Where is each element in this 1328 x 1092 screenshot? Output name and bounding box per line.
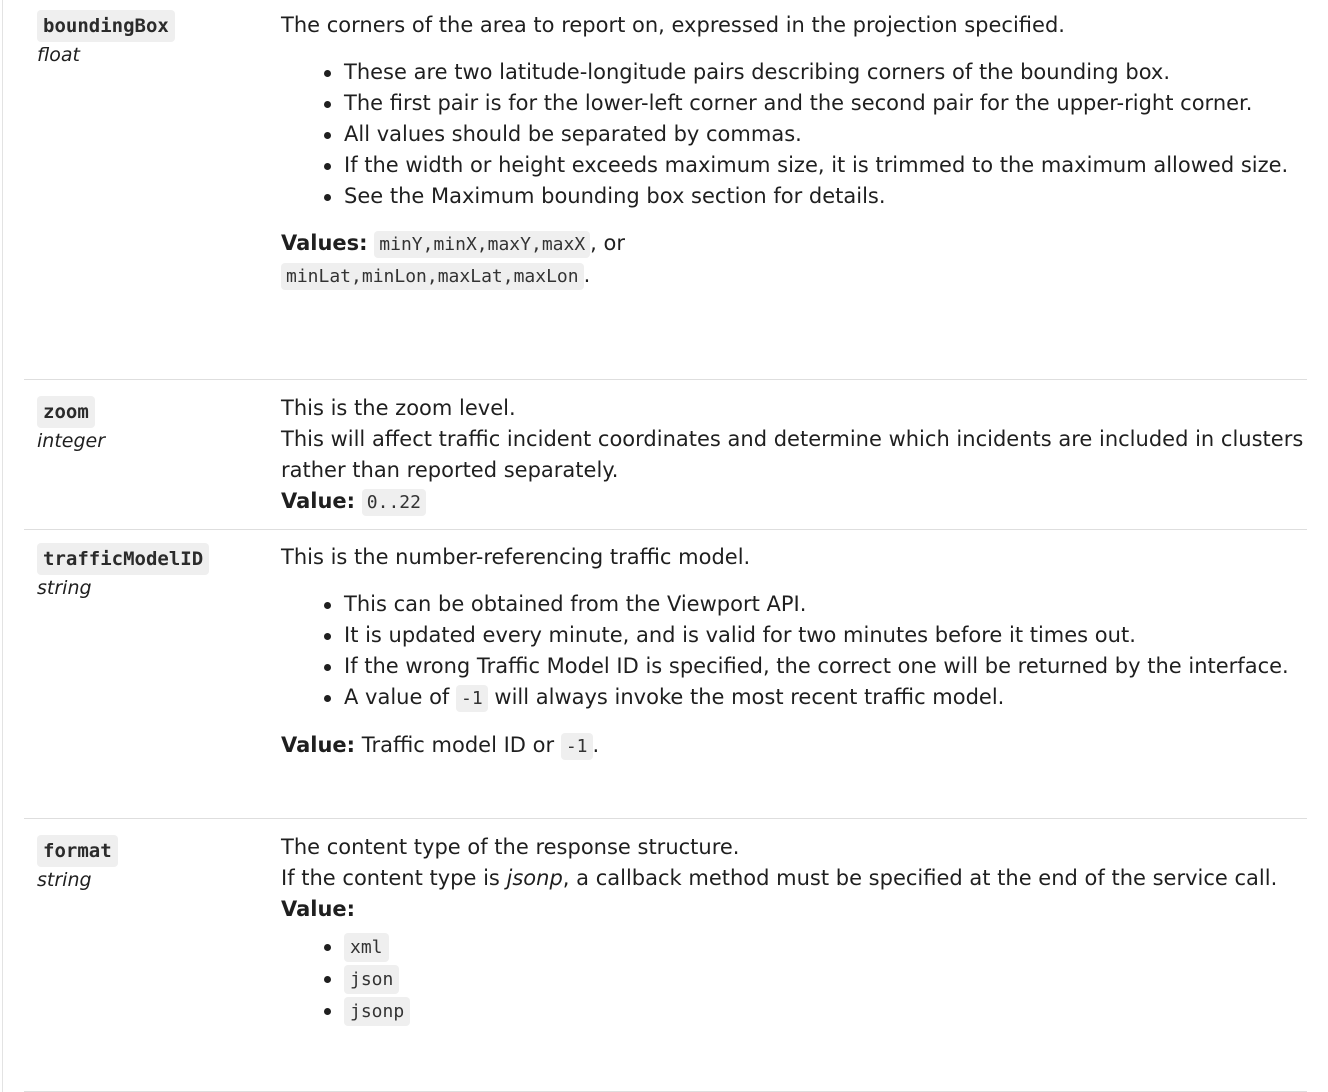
list-item: It is updated every minute, and is valid for two minutes before it times out. [344,620,1307,651]
param-name: boundingBox [37,10,175,42]
value-label: Value: [281,489,356,513]
param-description [281,530,1307,818]
description-text: , a callback method must be specified at the end of the service call. [562,866,1278,890]
param-description [281,380,1307,529]
list-item: All values should be separated by commas. [344,119,1307,150]
value-code: minY,minX,maxY,maxX [374,231,590,258]
period: . [592,733,600,757]
values-label: Values: [281,231,368,255]
param-description [281,0,1307,379]
param-type: integer [37,430,106,452]
description-line: This is the zoom level. [281,396,516,420]
or-text: , or [590,231,626,255]
value-code: xml [344,933,389,962]
description-line [281,863,1307,894]
value-line [281,730,1307,762]
description-line: This will affect traffic incident coordinates and determine which incidents are included in clusters rather than reported separately. [281,427,1304,482]
list-item [344,995,1307,1027]
param-name: format [37,835,118,867]
value-code: -1 [561,733,593,760]
param-row-trafficmodelid [24,530,1307,819]
param-type: string [37,577,92,599]
param-row-zoom [24,380,1307,530]
value-code: jsonp [344,997,410,1026]
description-intro: The corners of the area to report on, expressed in the projection specified. [281,13,1065,37]
value-code: 0..22 [362,489,426,516]
value-code: -1 [456,685,488,712]
list-item: If the width or height exceeds maximum size, it is trimmed to the maximum allowed size. [344,150,1307,181]
list-item [344,682,1307,714]
value-code: minLat,minLon,maxLat,maxLon [281,263,584,290]
period: . [583,263,591,287]
description-text: If the content type is [281,866,500,890]
description-bullets [281,589,1307,714]
list-item [344,931,1307,963]
value-label: Value: [281,733,356,757]
value-label: Value: [281,897,356,921]
bullet-text: will always invoke the most recent traffic model. [494,685,1005,709]
list-item: See the Maximum bounding box section for details. [344,181,1307,212]
param-description [281,819,1307,1091]
value-code: json [344,965,399,994]
bullet-text: A value of [344,685,450,709]
values-line [281,228,1307,292]
param-name: trafficModelID [37,543,209,575]
param-name-cell [24,530,281,818]
param-row-boundingbox [24,0,1307,380]
parameters-table [24,0,1307,1092]
param-row-format [24,819,1307,1092]
list-item [344,963,1307,995]
value-text: Traffic model ID or [361,733,555,757]
description-bullets [281,57,1307,212]
format-options-list [281,931,1307,1027]
description-intro: This is the number-referencing traffic model. [281,545,751,569]
param-name: zoom [37,396,95,428]
value-line [281,894,1307,925]
param-name-cell [24,380,281,529]
value-line [281,486,1307,518]
description-emphasis: jsonp [506,866,563,890]
list-item: If the wrong Traffic Model ID is specified, the correct one will be returned by the interface. [344,651,1307,682]
list-item: These are two latitude-longitude pairs describing corners of the bounding box. [344,57,1307,88]
param-name-cell [24,819,281,1091]
param-type: float [37,44,80,66]
param-name-cell [24,0,281,379]
list-item: This can be obtained from the Viewport API. [344,589,1307,620]
page-edge-divider [2,0,3,1092]
param-type: string [37,869,92,891]
description-line: The content type of the response structure. [281,835,740,859]
list-item: The first pair is for the lower-left corner and the second pair for the upper-right corner. [344,88,1307,119]
